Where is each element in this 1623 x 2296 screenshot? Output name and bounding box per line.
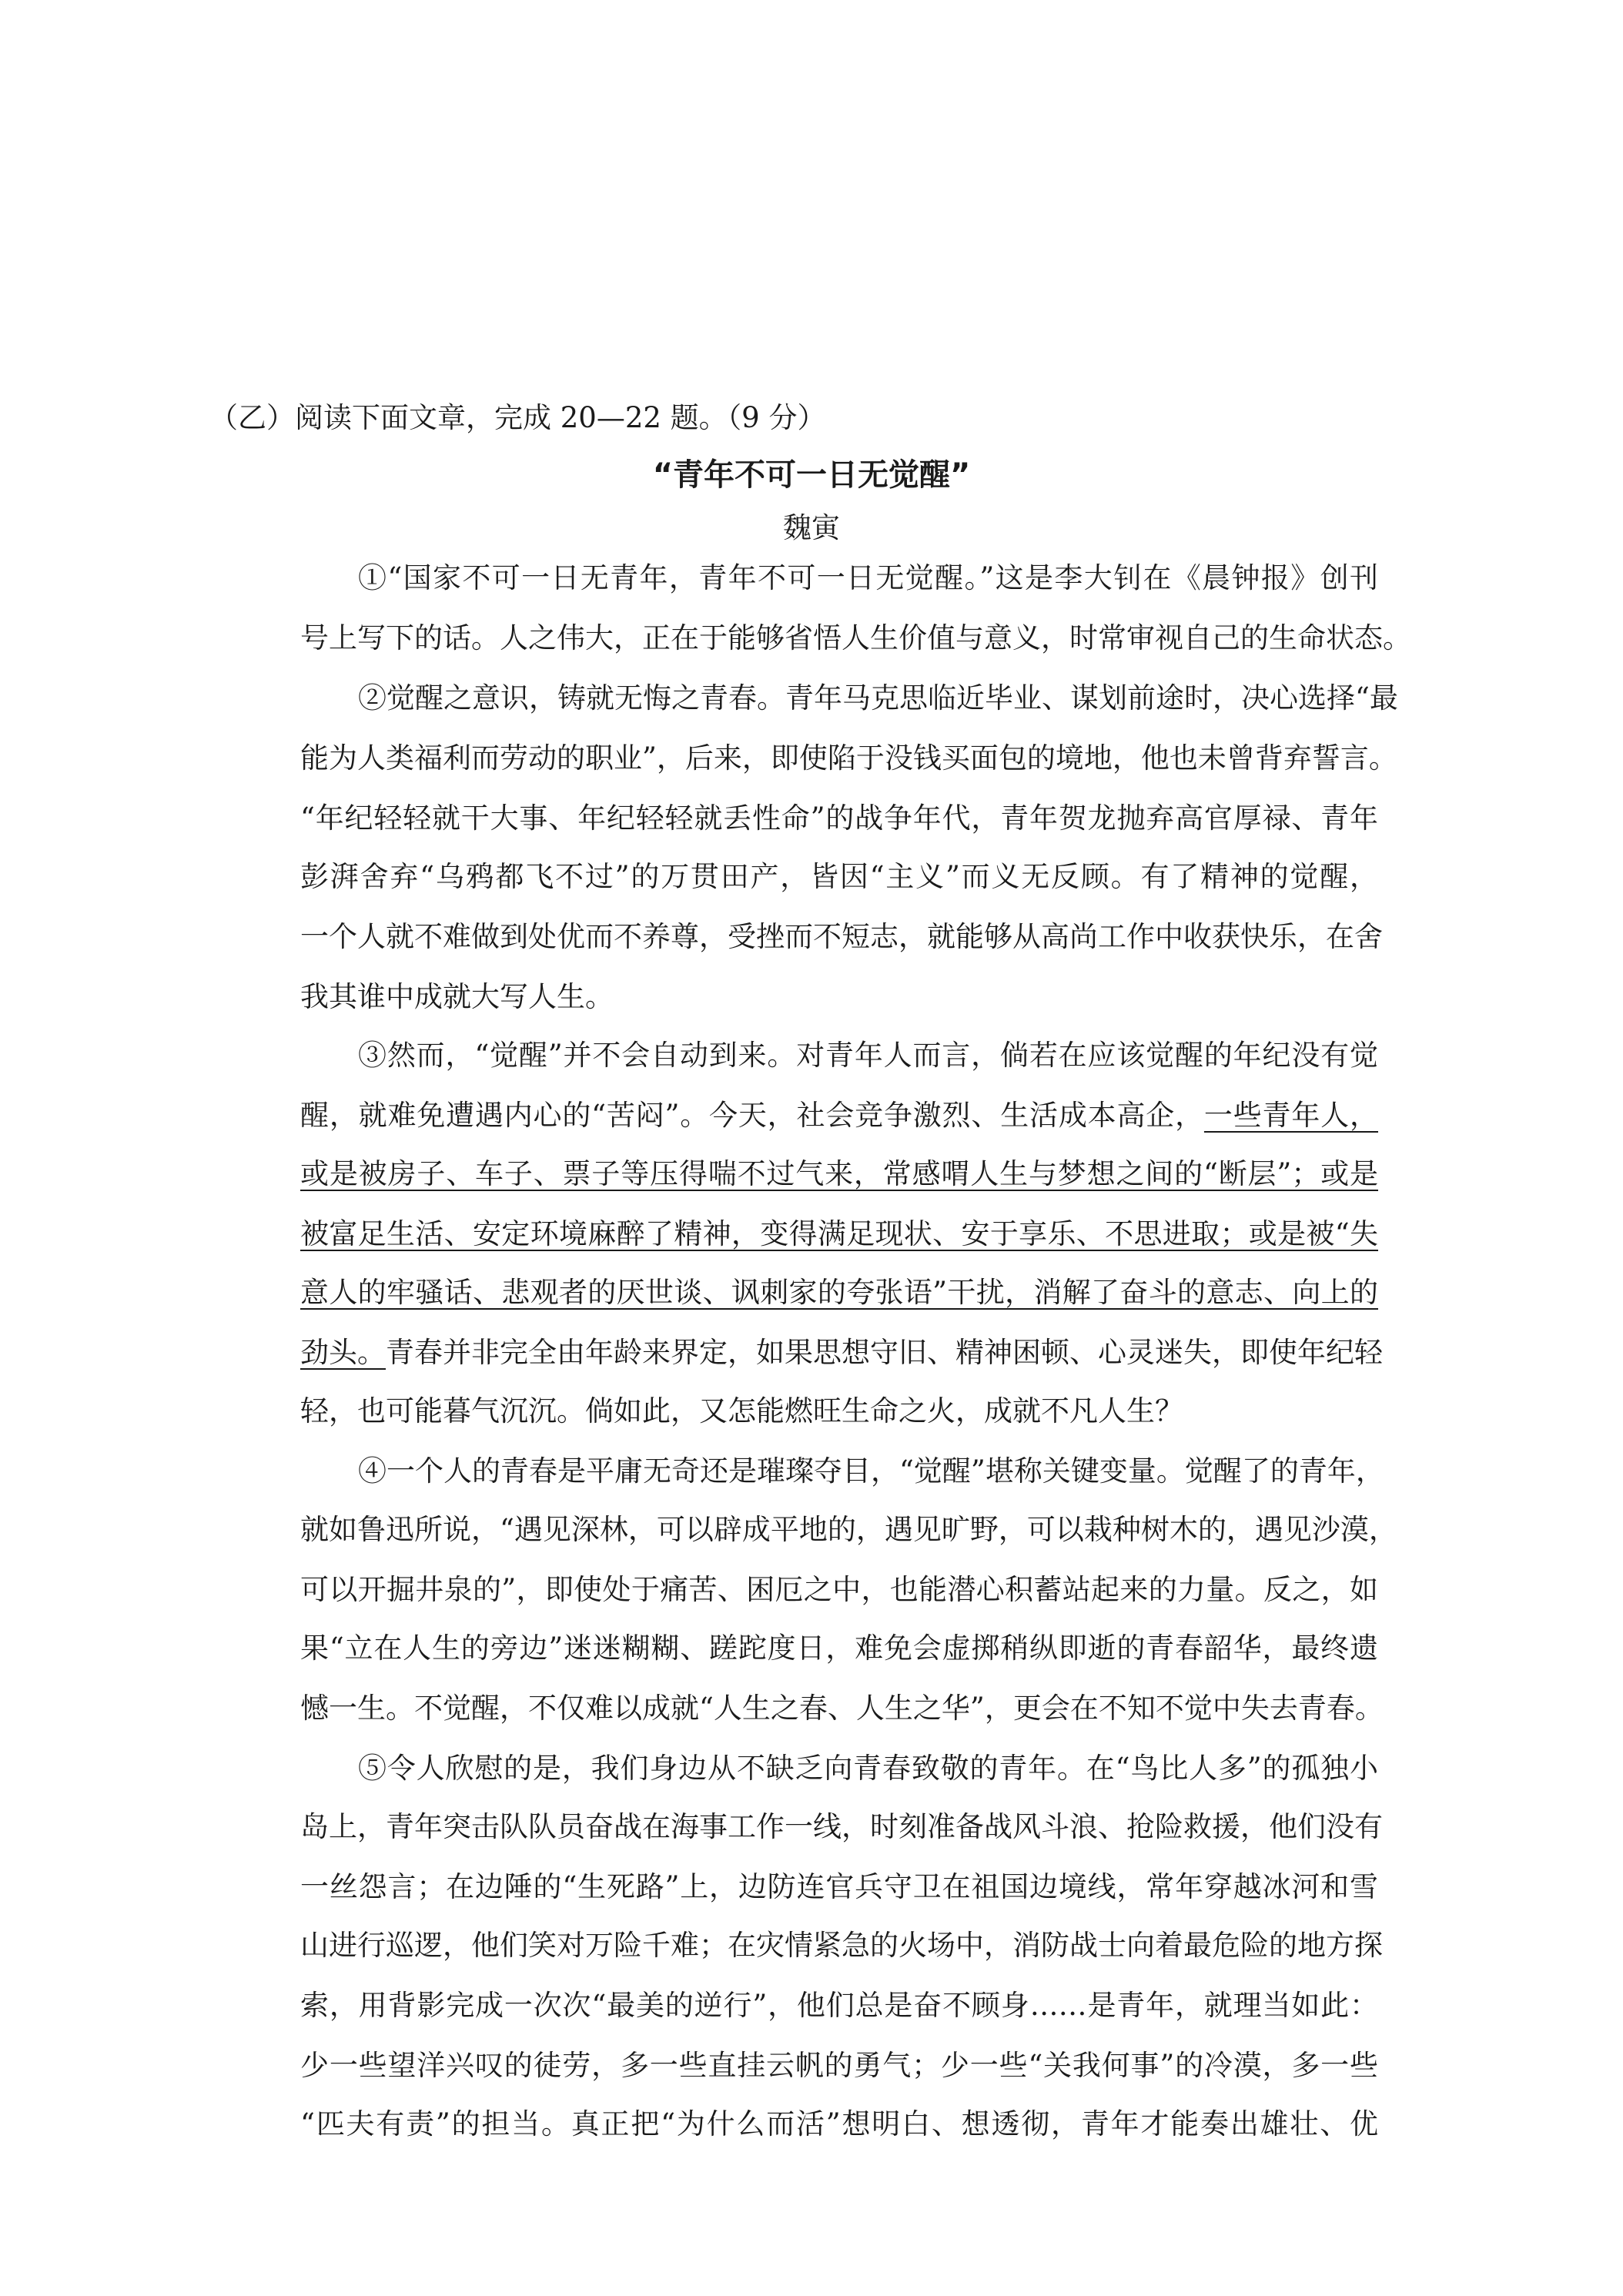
text-line <box>300 1278 1378 1307</box>
article-author: 魏寅 <box>783 511 840 544</box>
underlined-text: 或是被房子、车子、票子等压得喘不过气来，常感喟人生与梦想之间的“断层”；或是 <box>300 1157 1378 1190</box>
text-line <box>300 1101 1378 1130</box>
text-line: ③然而，“觉醒”并不会自动到来。对青年人而言，倘若在应该觉醒的年纪没有觉 <box>358 1039 1378 1072</box>
underlined-text: 意人的牢骚话、悲观者的厌世谈、讽刺家的夸张语”干扰，消解了奋斗的意志、向上的 <box>300 1276 1378 1309</box>
text-segment: 青春并非完全由年龄来界定，如果思想守旧、精神困顿、心灵迷失，即使年纪轻 <box>386 1336 1383 1369</box>
text-line: 少一些望洋兴叹的徒劳，多一些直挂云帆的勇气；少一些“关我何事”的冷漠，多一些 <box>300 2049 1378 2082</box>
text-segment: 醒，就难免遭遇内心的“苦闷”。今天，社会竞争激烈、生活成本高企， <box>300 1099 1204 1132</box>
text-line: 一个人就不难做到处优而不养尊，受挫而不短志，就能够从高尚工作中收获快乐，在舍 <box>300 920 1383 953</box>
text-line: ①“国家不可一日无青年，青年不可一日无觉醒。”这是李大钊在《晨钟报》创刊 <box>358 561 1378 594</box>
text-line: 岛上，青年突击队队员奋战在海事工作一线，时刻准备战风斗浪、抢险救援，他们没有 <box>300 1810 1383 1843</box>
text-line: 可以开掘井泉的”，即使处于痛苦、困厄之中，也能潜心积蓄站起来的力量。反之，如 <box>300 1573 1378 1606</box>
text-line: 能为人类福利而劳动的职业”，后来，即使陷于没钱买面包的境地，他也未曾背弃誓言。 <box>300 741 1397 775</box>
article-title: “青年不可一日无觉醒” <box>652 457 971 493</box>
text-line: 彭湃舍弃“乌鸦都飞不过”的万贯田产，皆因“主义”而义无反顾。有了精神的觉醒， <box>300 860 1378 893</box>
text-line: 憾一生。不觉醒，不仅难以成就“人生之春、人生之华”，更会在不知不觉中失去青春。 <box>300 1692 1384 1725</box>
text-line: 果“立在人生的旁边”迷迷糊糊、蹉跎度日，难免会虚掷稍纵即逝的青春韶华，最终遗 <box>300 1632 1378 1665</box>
text-line <box>300 1336 1383 1369</box>
underlined-text: 被富足生活、安定环境麻醉了精神，变得满足现状、安于享乐、不思进取；或是被“失 <box>300 1217 1378 1250</box>
text-line <box>300 1217 1378 1250</box>
text-line: ④一个人的青春是平庸无奇还是璀璨夺目，“觉醒”堪称关键变量。觉醒了的青年， <box>358 1454 1384 1488</box>
text-line: “年纪轻轻就干大事、年纪轻轻就丢性命”的战争年代，青年贺龙抛弃高官厚禄、青年 <box>300 802 1378 835</box>
text-line: ⑤令人欣慰的是，我们身边从不缺乏向青春致敬的青年。在“鸟比人多”的孤独小 <box>358 1752 1378 1785</box>
text-line: 我其谁中成就大写人生。 <box>300 980 614 1013</box>
text-line: 就如鲁迅所说，“遇见深林，可以辟成平地的，遇见旷野，可以栽种树木的，遇见沙漠， <box>300 1513 1397 1546</box>
text-line: 索，用背影完成一次次“最美的逆行”，他们总是奋不顾身……是青年，就理当如此： <box>300 1989 1378 2022</box>
underlined-text: 劲头。 <box>300 1336 386 1369</box>
text-line: 号上写下的话。人之伟大，正在于能够省悟人生价值与意义，时常审视自己的生命状态。 <box>300 621 1411 654</box>
text-line: “匹夫有责”的担当。真正把“为什么而活”想明白、想透彻，青年才能奏出雄壮、优 <box>300 2107 1378 2140</box>
text-line: 轻，也可能暮气沉沉。倘如此，又怎能燃旺生命之火，成就不凡人生？ <box>300 1394 1183 1427</box>
section-intro: （乙）阅读下面文章，完成 20—22 题。（9 分） <box>209 401 826 434</box>
text-line: 一丝怨言；在边陲的“生死路”上，边防连官兵守卫在祖国边境线，常年穿越冰河和雪 <box>300 1870 1378 1903</box>
text-line: ②觉醒之意识，铸就无悔之青春。青年马克思临近毕业、谋划前途时，决心选择“最 <box>358 681 1398 715</box>
text-line: 山进行巡逻，他们笑对万险千难；在灾情紧急的火场中，消防战士向着最危险的地方探 <box>300 1929 1383 1962</box>
text-line <box>300 1157 1378 1190</box>
underlined-text: 一些青年人， <box>1203 1099 1378 1132</box>
